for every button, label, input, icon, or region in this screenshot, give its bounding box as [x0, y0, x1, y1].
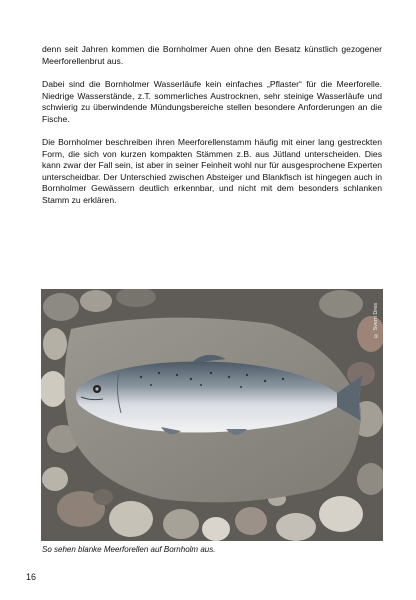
body-paragraph-2: Dabei sind die Bornholmer Wasserläufe kein einfaches „Pflaster“ für die Meerforelle. Niedrige Wasserstände, z.T. sommerliches Austrocknen, sehr steinige Wasserläufe und schwierig zu überwindende Mündungsbereiche stellen besondere Anforderungen an die Fische.: [42, 79, 382, 124]
body-paragraph-3: Die Bornholmer beschreiben ihren Meerforellenstamm häufig mit einer lang gestreckten Form, die sich von kurzen kompakten Stämmen z.B. aus Jütland unterscheiden. Dies kann zwar der Fall sein, ist aber in seiner Feinheit wohl nur für ausgesprochene Experten unterscheidbar. Der Unterschied zwischen Absteiger und Blankfisch ist hingegen auch in Bornholmer Gewässern deutlich erkennbar, und nicht mit dem besonders schlanken Stamm zu erklären.: [42, 137, 382, 205]
page-number: 16: [26, 572, 37, 582]
trout-photo: [41, 289, 383, 541]
trout-on-stones-illustration: [41, 289, 383, 541]
body-paragraph-1: denn seit Jahren kommen die Bornholmer Auen ohne den Besatz künstlich gezogener Meerforellenbrut aus.: [42, 44, 382, 66]
photo-caption: So sehen blanke Meerforellen auf Bornholm aus.: [42, 545, 216, 554]
photo-credit: © Sverri Dres: [373, 303, 379, 339]
